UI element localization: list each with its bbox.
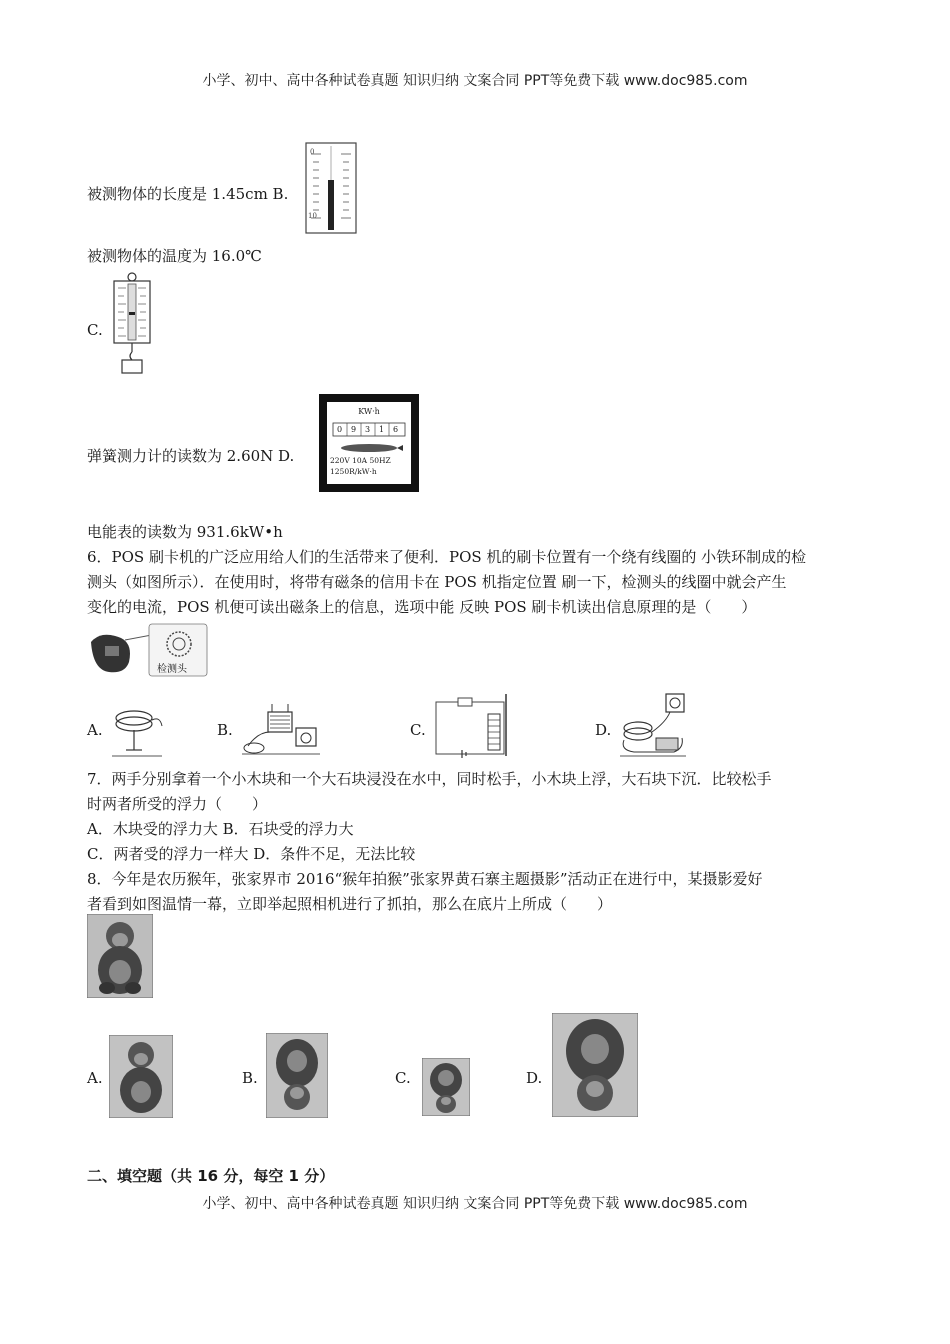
q8-option-d-figure bbox=[552, 1013, 638, 1117]
meter-spec-2: 1250R/kW·h bbox=[330, 467, 377, 476]
q7-line-1: 7．两手分别拿着一个小木块和一个大石块浸没在水中，同时松手，小木块上浮，大石块下沉．比较松手 bbox=[87, 770, 772, 788]
q7-line-4: C．两者受的浮力一样大 D．条件不足，无法比较 bbox=[87, 845, 416, 863]
electricity-meter-figure bbox=[318, 393, 420, 493]
q8-line-2: 者看到如图温情一幕，立即举起照相机进行了抓拍，那么在底片上所成（ ） bbox=[87, 895, 613, 913]
q6-line-1: 6．POS 刷卡机的广泛应用给人们的生活带来了便利．POS 机的刷卡位置有一个绕有线圈的 小铁环制成的检 bbox=[87, 548, 807, 566]
q8-option-a-label: A. bbox=[87, 1069, 103, 1087]
probe-label: 检测头 bbox=[157, 664, 187, 675]
q8-option-d-label: D. bbox=[526, 1069, 543, 1087]
q6-option-b-label: B. bbox=[217, 721, 233, 739]
q5-option-c-label: C. bbox=[87, 321, 103, 339]
q6-option-a-label: A. bbox=[87, 721, 103, 739]
q8-option-b-figure bbox=[266, 1033, 328, 1118]
q6-option-c-figure bbox=[432, 690, 514, 760]
q8-line-1: 8．今年是农历猴年，张家界市 2016“猴年拍猴”张家界黄石寨主题摄影”活动正在进行中，某摄影爱好 bbox=[87, 870, 763, 888]
q8-option-b-label: B. bbox=[242, 1069, 258, 1087]
q8-option-c-figure bbox=[422, 1058, 470, 1116]
q8-option-c-label: C. bbox=[395, 1069, 411, 1087]
page-footer: 小学、初中、高中各种试卷真题 知识归纳 文案合同 PPT等免费下载 www.doc985.com bbox=[202, 1196, 748, 1212]
monkey-photo bbox=[87, 914, 153, 998]
thermo-tick-top: 0 bbox=[310, 148, 315, 156]
meter-unit: KW·h bbox=[358, 407, 380, 416]
q6-option-d-label: D. bbox=[595, 721, 612, 739]
q6-line-3: 变化的电流，POS 机便可读出磁条上的信息，选项中能 反映 POS 刷卡机读出信息原理的是（ ） bbox=[87, 598, 757, 616]
page-header: 小学、初中、高中各种试卷真题 知识归纳 文案合同 PPT等免费下载 www.doc985.com bbox=[202, 73, 748, 89]
meter-digit-1: 0 bbox=[337, 425, 343, 434]
q5-option-a-text: 被测物体的长度是 1.45cm B. bbox=[87, 185, 289, 203]
meter-digit-2: 9 bbox=[351, 425, 357, 434]
pos-probe-figure bbox=[87, 622, 209, 680]
q6-line-2: 测头（如图所示）．在使用时，将带有磁条的信用卡在 POS 机指定位置 刷一下，检测头的线圈中就会产生 bbox=[87, 573, 787, 591]
q7-line-3: A．木块受的浮力大 B．石块受的浮力大 bbox=[87, 820, 354, 838]
meter-digit-5: 6 bbox=[393, 425, 399, 434]
meter-spec-1: 220V 10A 50HZ bbox=[330, 456, 391, 465]
section-2-heading: 二、填空题（共 16 分，每空 1 分） bbox=[87, 1167, 335, 1185]
q6-option-a-figure bbox=[108, 700, 166, 760]
q6-option-c-label: C. bbox=[410, 721, 426, 739]
q6-option-d-figure bbox=[616, 690, 690, 760]
q5-option-b-text: 被测物体的温度为 16.0℃ bbox=[87, 247, 262, 265]
spring-scale-figure bbox=[110, 272, 154, 374]
q6-option-b-figure bbox=[240, 698, 322, 758]
q5-option-d-text: 电能表的读数为 931.6kW•h bbox=[87, 523, 283, 541]
q8-option-a-figure bbox=[109, 1035, 173, 1118]
q5-option-c-text: 弹簧测力计的读数为 2.60N D. bbox=[87, 447, 295, 465]
thermo-tick-bottom: 10 bbox=[308, 212, 317, 220]
q7-line-2: 时两者所受的浮力（ ） bbox=[87, 795, 268, 813]
meter-digit-3: 3 bbox=[365, 425, 371, 434]
meter-digit-4: 1 bbox=[379, 425, 385, 434]
thermometer-figure bbox=[305, 142, 357, 234]
